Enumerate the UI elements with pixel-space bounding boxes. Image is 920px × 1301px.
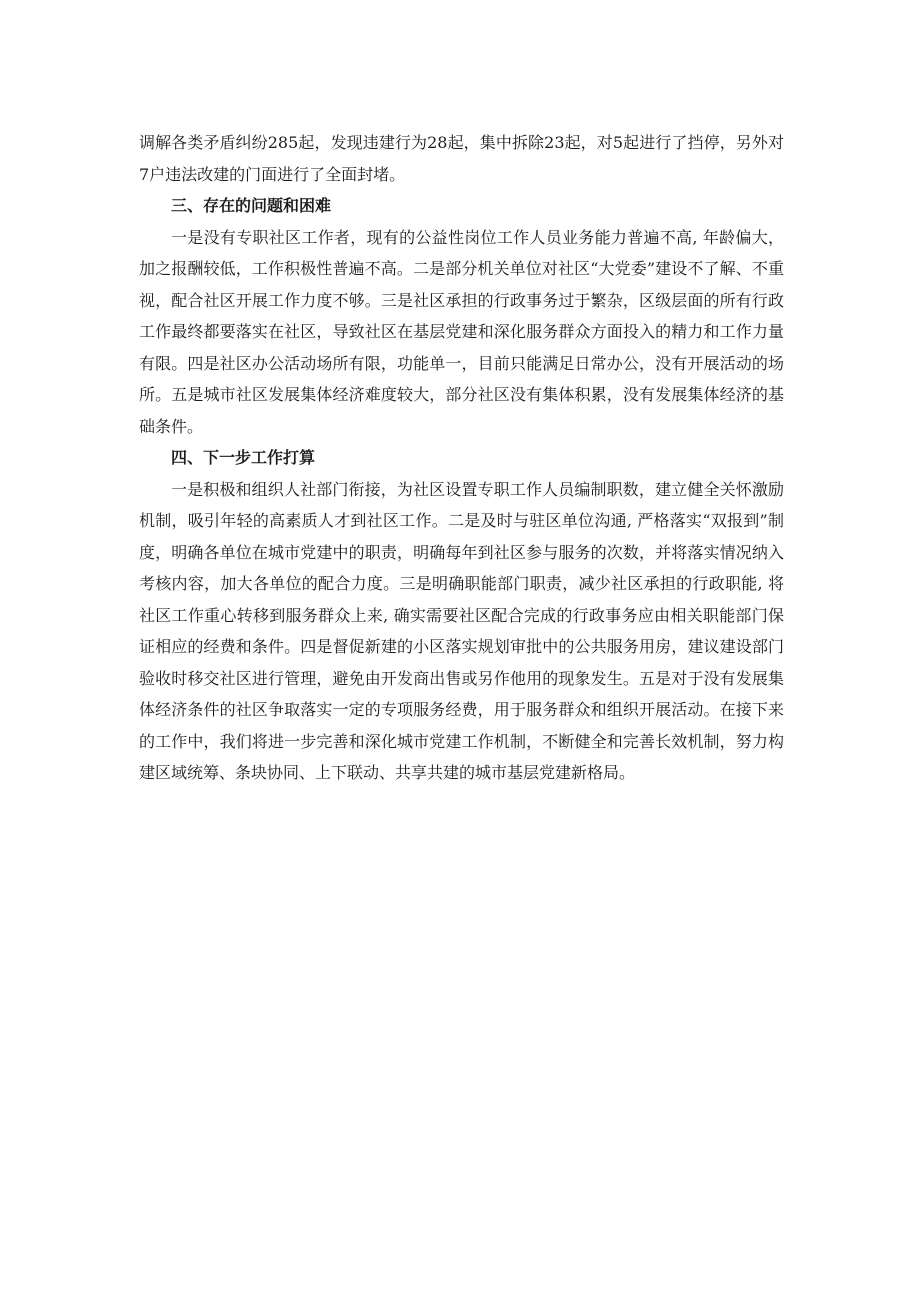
paragraph-next-steps: 一是积极和组织人社部门衔接，为社区设置专职工作人员编制职数，建立健全关怀激励机制，吸引年轻的高素质人才到社区工作。二是及时与驻区单位沟通, 严格落实“双报到”制度，明确各单位在城市党建中的职责，明确每年到社区参与服务的次数，并将落实情况纳入考核内容，加大各单位的配合力度。三是明确职能部门职责，减少社区承担的行政职能, 将社区工作重心转移到服务群众上来, 确实需要社区配合完成的行政事务应由相关职能部门保证相应的经费和条件。四是督促新建的小区落实规划审批中的公共服务用房，建议建设部门验收时移交社区进行管理，避免由开发商出售或另作他用的现象发生。五是对于没有发展集体经济条件的社区争取落实一定的专项服务经费，用于服务群众和组织开展活动。在接下来的工作中，我们将进一步完善和深化城市党建工作机制，不断健全和完善长效机制，努力构建区域统筹、条块协同、上下联动、共享共建的城市基层党建新格局。 <box>139 479 784 782</box>
section-heading-next-steps: 四、下一步工作打算 <box>171 448 316 467</box>
paragraph-continuation: 调解各类矛盾纠纷285起，发现违建行为28起，集中拆除23起，对5起进行了挡停，另外对7户违法改建的门面进行了全面封堵。 <box>139 133 784 184</box>
section-heading-problems: 三、存在的问题和困难 <box>171 196 332 215</box>
document-body <box>139 127 784 789</box>
paragraph-problems: 一是没有专职社区工作者，现有的公益性岗位工作人员业务能力普遍不高, 年龄偏大，加之报酬较低，工作积极性普遍不高。二是部分机关单位对社区“大党委”建设不了解、不重视，配合社区开展工作力度不够。三是社区承担的行政事务过于繁杂，区级层面的所有行政工作最终都要落实在社区，导致社区在基层党建和深化服务群众方面投入的精力和工作力量有限。四是社区办公活动场所有限，功能单一，目前只能满足日常办公，没有开展活动的场所。五是城市社区发展集体经济难度较大，部分社区没有集体积累，没有发展集体经济的基础条件。 <box>139 227 784 436</box>
